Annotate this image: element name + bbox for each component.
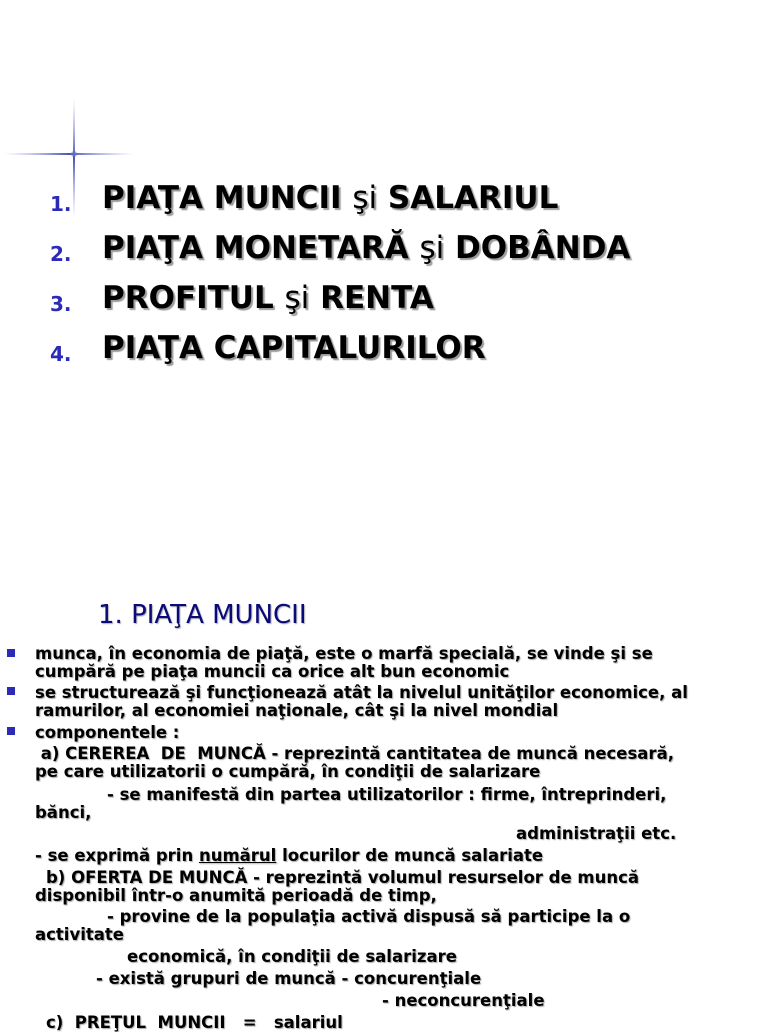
toc-item-4 [0,328,768,378]
text-line: disponibil într-o anumită perioadă de timp, [35,886,437,905]
toc-text: PIAŢA MONETARĂ şi DOBÂNDA [102,230,631,266]
text-line: a) CEREREA DE MUNCĂ - reprezintă cantitatea de muncă necesară, [35,744,674,763]
text-line: se structurează şi funcţionează atât la nivelul unităţilor economice, al [35,683,688,702]
section-title: 1. PIAŢA MUNCII [98,600,307,630]
text-line: economică, în condiţii de salarizare [127,947,457,966]
text-line: c) PREŢUL MUNCII = salariul [46,1013,343,1032]
toc-item-2 [0,228,768,278]
text-line: activitate [35,925,124,944]
text-line: - se exprimă prin numărul locurilor de muncă salariate [35,846,544,865]
toc-item-3 [0,278,768,328]
bullet-icon [7,649,15,657]
toc-number: 4. [50,342,72,366]
toc-text: PIAŢA CAPITALURILOR [102,330,486,366]
bullet-icon [7,727,15,735]
text-line: cumpără pe piaţa muncii ca orice alt bun economic [35,662,510,681]
text-line: munca, în economia de piaţă, este o marfă specială, se vinde şi se [35,644,653,663]
text-line: pe care utilizatorii o cumpără, în condiţii de salarizare [35,762,541,781]
text-line: - se manifestă din partea utilizatorilor : firme, întreprinderi, [107,785,667,804]
text-line: administraţii etc. [516,824,677,843]
toc-text: PIAŢA MUNCII şi SALARIUL [102,180,559,216]
text-line: componentele : [35,723,180,742]
text-line: - neconcurenţiale [382,991,545,1010]
toc-number: 1. [50,192,72,216]
toc-text: PROFITUL şi RENTA [102,280,434,316]
toc-item-1 [0,178,768,228]
text-line: b) OFERTA DE MUNCĂ - reprezintă volumul resurselor de muncă [46,868,640,887]
text-line: ramurilor, al economiei naţionale, cât şi la nivel mondial [35,701,559,720]
toc-number: 3. [50,292,72,316]
toc-number: 2. [50,242,72,266]
text-line: - există grupuri de muncă - concurenţiale [96,969,482,988]
text-line: bănci, [35,803,92,822]
bullet-icon [7,687,15,695]
text-line: - provine de la populaţia activă dispusă să participe la o [107,907,631,926]
